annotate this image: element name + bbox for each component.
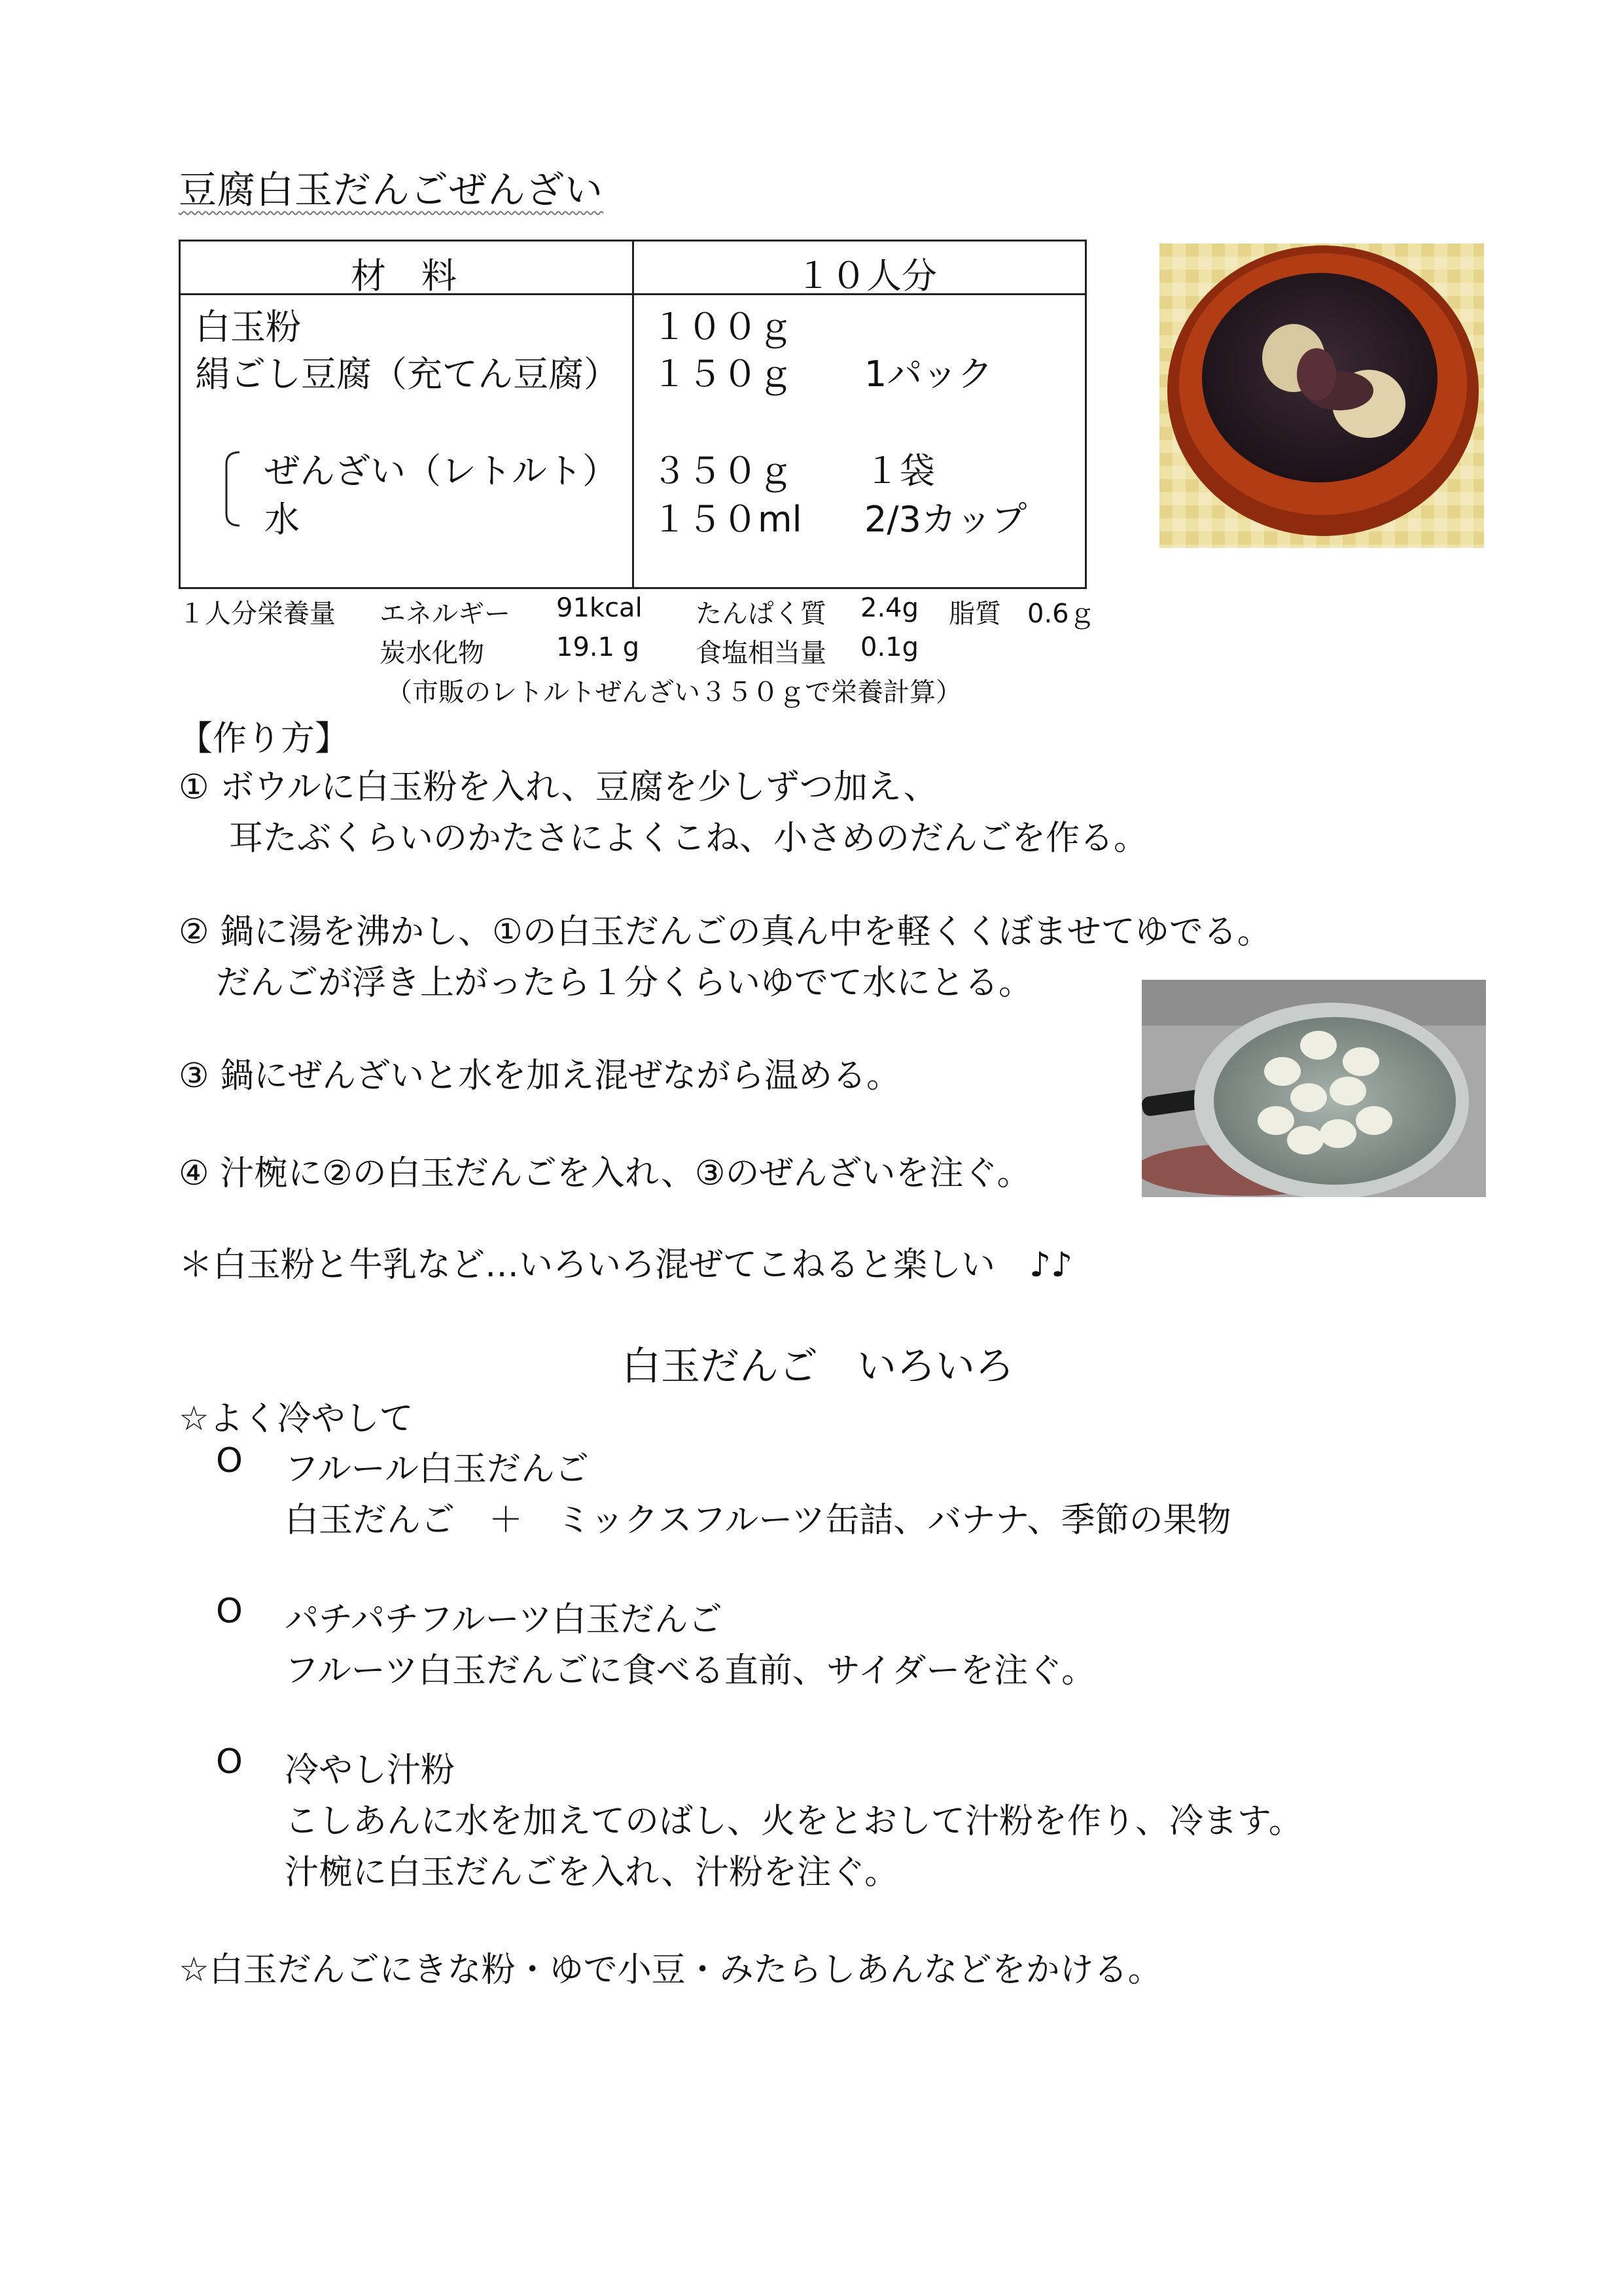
ingredient-name: 白玉粉 [195, 306, 301, 348]
fat-value: 0.6ｇ [1027, 599, 1095, 629]
tip-text: ＊白玉粉と牛乳など…いろいろ混ぜてこねると楽しい ♪♪ [179, 1246, 1073, 1285]
step-1-cont: 耳たぶくらいのかたさによくこね、小さめのだんごを作る。 [229, 819, 1148, 858]
variation-desc: こしあんに水を加えてのばし、火をとおして汁粉を作り、冷ます。 [285, 1802, 1303, 1841]
variation-desc: フルーツ白玉だんごに食べる直前、サイダーを注ぐ。 [285, 1651, 1096, 1691]
nutrition-note: （市販のレトルトぜんざい３５０ｇで栄養計算） [386, 677, 962, 708]
variations-footer: ☆白玉だんごにきな粉・ゆで小豆・みたらしあんなどをかける。 [179, 1950, 1162, 1990]
ingredient-name: 絹ごし豆腐（充てん豆腐） [195, 353, 619, 395]
ingredient-amount: １５０ml [652, 499, 802, 540]
boiling-dumplings-photo [1142, 980, 1486, 1197]
list-bullet: O [216, 1441, 243, 1480]
ingredient-amount: ３５０ｇ [652, 450, 793, 492]
variation-name: フルール白玉だんご [285, 1450, 589, 1489]
variation-desc: 白玉だんご ＋ ミックスフルーツ缶詰、バナナ、季節の果物 [285, 1501, 1231, 1540]
step-2: ② 鍋に湯を沸かし、①の白玉だんごの真ん中を軽くくぼませてゆでる。 [179, 912, 1271, 952]
ingredient-amount: １５０ｇ [652, 353, 793, 395]
step-1: ① ボウルに白玉粉を入れ、豆腐を少しずつ加え、 [179, 768, 938, 807]
ingredient-unit: 2/3カップ [864, 499, 1027, 540]
energy-label: エネルギー [380, 599, 510, 629]
method-heading: 【作り方】 [179, 719, 349, 759]
table-divider [181, 293, 1085, 295]
protein-label: たんぱく質 [696, 599, 826, 629]
ingredient-name: ぜんざい（レトルト） [264, 450, 618, 492]
variation-name: 冷やし汁粉 [285, 1751, 455, 1790]
list-bullet: O [216, 1592, 243, 1631]
bracket-icon [220, 450, 243, 528]
ingredient-name: 水 [264, 499, 300, 540]
page-title: 豆腐白玉だんごぜんざい [179, 168, 604, 212]
protein-value: 2.4g [860, 593, 919, 623]
ingredient-amount: １００ｇ [652, 306, 793, 348]
carb-label: 炭水化物 [380, 638, 484, 668]
fat-label: 脂質 [949, 599, 1001, 629]
variations-heading: 白玉だんご いろいろ [622, 1344, 1014, 1390]
step-3: ③ 鍋にぜんざいと水を加え混ぜながら温める。 [179, 1056, 901, 1096]
ingredients-table [179, 240, 1087, 589]
variations-cold-label: ☆よく冷やして [179, 1399, 414, 1439]
salt-label: 食塩相当量 [696, 638, 826, 668]
ingredient-unit: 1パック [864, 353, 993, 395]
zenzai-bowl-photo [1159, 243, 1484, 548]
carb-value: 19.1 g [556, 632, 640, 662]
nutrition-label: １人分栄養量 [179, 599, 336, 629]
step-2-cont: だんごが浮き上がったら１分くらいゆでて水にとる。 [216, 963, 1033, 1003]
list-bullet: O [216, 1742, 243, 1782]
salt-value: 0.1g [860, 632, 919, 662]
step-4: ④ 汁椀に②の白玉だんごを入れ、③のぜんざいを注ぐ。 [179, 1154, 1031, 1193]
table-header-servings: １０人分 [796, 255, 937, 296]
table-header-material: 材 料 [351, 255, 457, 296]
variation-name: パチパチフルーツ白玉だんご [285, 1600, 722, 1640]
ingredient-unit: １袋 [864, 450, 935, 492]
variation-desc: 汁椀に白玉だんごを入れ、汁粉を注ぐ。 [285, 1853, 899, 1892]
energy-value: 91kcal [556, 593, 643, 623]
